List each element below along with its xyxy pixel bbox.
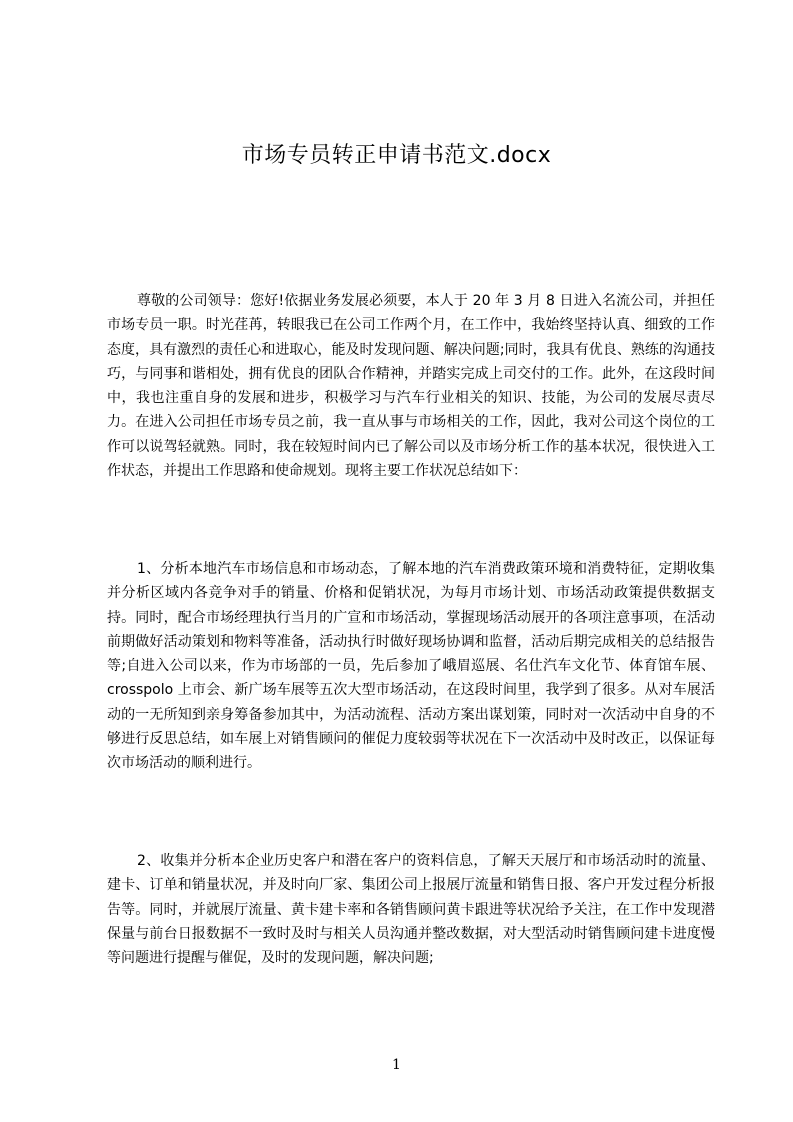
document-body <box>107 289 715 483</box>
document-body <box>107 557 715 776</box>
document-title: 市场专员转正申请书范文.docx <box>241 143 552 168</box>
paragraph-greeting: 尊敬的公司领导：您好!依据业务发展必须要，本人于 20 年 3 月 8 日进入名流公司，并担任市场专员一职。时光荏苒，转眼我已在公司工作两个月，在工作中，我始终坚持认真、细致的工作态度，具有激烈的责任心和进取心，能及时发现问题、解决问题;同时，我具有优良、熟练的沟通技巧，与同事和谐相处，拥有优良的团队合作精神，并踏实完成上司交付的工作。此外，在这段时间中，我也注重自身的发展和进步，积极学习与汽车行业相关的知识、技能，为公司的发展尽责尽力。在进入公司担任市场专员之前，我一直从事与市场相关的工作，因此，我对公司这个岗位的工作可以说驾轻就熟。同时，我在较短时间内已了解公司以及市场分析工作的基本状况，很快进入工作状态，并提出工作思路和使命规划。现将主要工作状况总结如下： <box>107 293 715 480</box>
paragraph-item-2: 2、收集并分析本企业历史客户和潜在客户的资料信息，了解天天展厅和市场活动时的流量、建卡、订单和销量状况，并及时向厂家、集团公司上报展厅流量和销售日报、客户开发过程分析报告等。同时，并就展厅流量、黄卡建卡率和各销售顾问黄卡跟进等状况给予关注，在工作中发现潜保量与前台日报数据不一致时及时与相关人员沟通并整改数据，对大型活动时销售顾问建卡进度慢等问题进行提醒与催促，及时的发现问题，解决问题; <box>107 853 715 967</box>
paragraph-item-1: 1、分析本地汽车市场信息和市场动态，了解本地的汽车消费政策环境和消费特征，定期收集并分析区域内各竞争对手的销量、价格和促销状况，为每月市场计划、市场活动政策提供数据支持。同时，配合市场经理执行当月的广宣和市场活动，掌握现场活动展开的各项注意事项，在活动前期做好活动策划和物料等准备，活动执行时做好现场协调和监督，活动后期完成相关的总结报告等;自进入公司以来，作为市场部的一员，先后参加了峨眉巡展、名仕汽车文化节、体育馆车展、crosspolo 上市会、新广场车展等五次大型市场活动，在这段时间里，我学到了很多。从对车展活动的一无所知到亲身筹备参加其中，为活动流程、活动方案出谋划策，同时对一次活动中自身的不够进行反思总结，如车展上对销售顾问的催促力度较弱等状况在下一次活动中及时改正，以保证每次市场活动的顺利进行。 <box>107 561 715 772</box>
document-body <box>107 849 715 970</box>
page-number: 1 <box>392 1057 401 1073</box>
